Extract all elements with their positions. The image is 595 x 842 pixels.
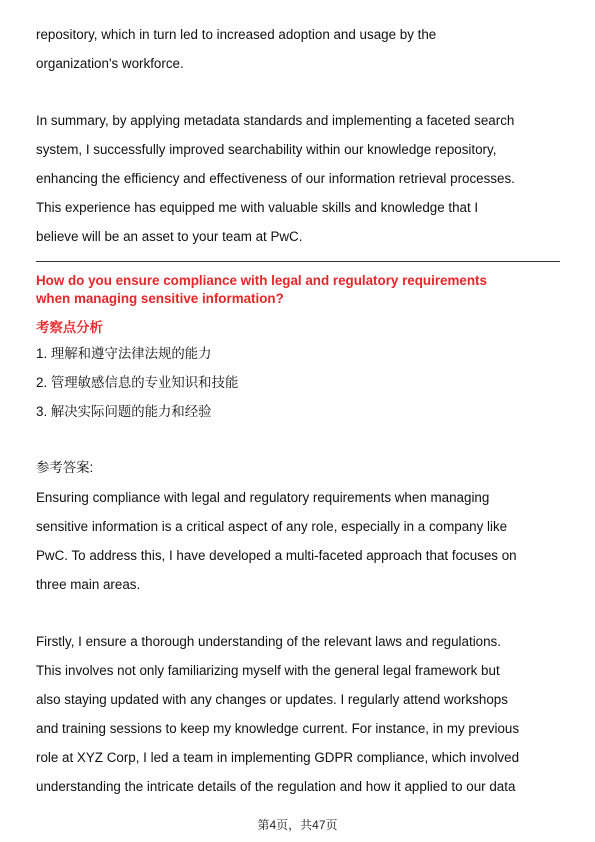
answer-line: PwC. To address this, I have developed a multi-faceted approach that focuses on [36,548,517,563]
answer-line: also staying updated with any changes or updates. I regularly attend workshops [36,692,508,707]
answer-label: 参考答案: [36,460,94,475]
intro-line: repository, which in turn led to increased adoption and usage by the [36,27,437,42]
analysis-heading: 考察点分析 [36,320,103,335]
summary-line: believe will be an asset to your team at PwC. [36,229,303,244]
answer-line: and training sessions to keep my knowledge current. For instance, in my previous [36,721,520,736]
question-heading: How do you ensure compliance with legal and regulatory requirements [36,273,487,288]
summary-line: In summary, by applying metadata standards and implementing a faceted search [36,113,515,128]
question-heading: when managing sensitive information? [36,291,284,306]
answer-line: Firstly, I ensure a thorough understanding of the relevant laws and regulations. [36,634,501,649]
analysis-point: 1. 理解和遵守法律法规的能力 [36,346,212,361]
summary-line: enhancing the efficiency and effectiveness of our information retrieval processes. [36,171,515,186]
answer-line: understanding the intricate details of the regulation and how it applied to our data [36,779,516,794]
answer-line: sensitive information is a critical aspect of any role, especially in a company like [36,519,508,534]
analysis-point: 2. 管理敏感信息的专业知识和技能 [36,375,239,390]
summary-line: This experience has equipped me with valuable skills and knowledge that I [36,200,479,215]
page-number: 第4页，共47页 [257,818,338,832]
answer-line: role at XYZ Corp, I led a team in implementing GDPR compliance, which involved [36,750,520,765]
analysis-point: 3. 解决实际问题的能力和经验 [36,404,212,419]
summary-line: system, I successfully improved searchability within our knowledge repository, [36,142,497,157]
section-divider [36,261,560,262]
intro-line: organization's workforce. [36,56,184,71]
answer-line: three main areas. [36,577,141,592]
answer-line: Ensuring compliance with legal and regulatory requirements when managing [36,490,490,505]
answer-line: This involves not only familiarizing myself with the general legal framework but [36,663,500,678]
